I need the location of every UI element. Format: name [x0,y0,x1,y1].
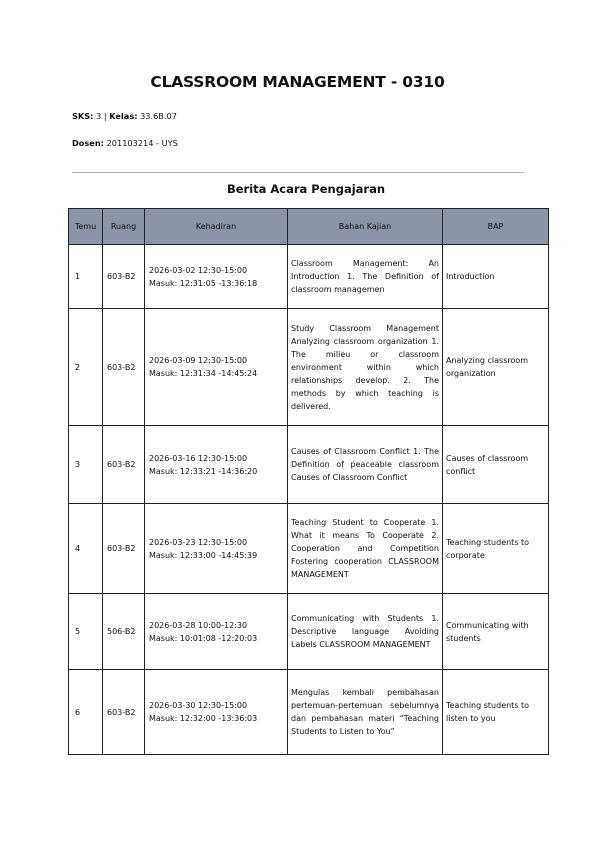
ruang-cell: 603-B2 [103,426,145,504]
kehadiran-cell [145,309,288,426]
bap-cell: Introduction [443,245,549,309]
temu-cell: 6 [69,670,103,755]
kehadiran-cell [145,670,288,755]
ruang-cell: 506-B2 [103,594,145,670]
page-title: CLASSROOM MANAGEMENT - 0310 [150,73,445,91]
attendance-time: Masuk: 12:31:05 -13:36:18 [149,278,258,288]
dosen-value: 201103214 - UYS [106,138,178,148]
column-header-bahan-kajian: Bahan Kajian [288,209,443,245]
session-date-time: 2026-03-30 12:30-15:00 [149,701,248,710]
ruang-cell: 603-B2 [103,504,145,594]
divider [72,172,524,173]
table-row [69,670,549,755]
bahan-kajian-cell: Causes of Classroom Conflict 1. The Definition of peaceable classroom Causes of Classroom Conflict [288,426,443,504]
bahan-kajian-cell: Teaching Student to Cooperate 1. What it means To Cooperate 2. Cooperation and Competition Fostering cooperation CLASSROOM MANAGEMENT [288,504,443,594]
bap-cell: Analyzing classroom organization [443,309,549,426]
temu-cell: 4 [69,504,103,594]
table-header-row [69,209,549,245]
temu-cell: 5 [69,594,103,670]
bahan-kajian-cell: Study Classroom Management Analyzing classroom organization 1. The milieu or classroom environment within which relationships develop. 2. The methods by which teaching is delivered. [288,309,443,426]
table-row [69,504,549,594]
course-credits-class [72,111,177,121]
temu-cell: 1 [69,245,103,309]
sks-value: 3 [96,111,102,121]
table-row [69,594,549,670]
kehadiran-cell [145,504,288,594]
attendance-time: Masuk: 12:33:00 -14:45:39 [149,550,258,560]
kelas-value: 33.6B.07 [140,111,177,121]
table-row [69,245,549,309]
kehadiran-cell [145,426,288,504]
attendance-time: Masuk: 12:33:21 -14:36:20 [149,466,258,476]
ruang-cell: 603-B2 [103,245,145,309]
bahan-kajian-cell: Communicating with Students 1. Descriptive language Avoiding Labels CLASSROOM MANAGEMENT [288,594,443,670]
column-header-ruang: Ruang [103,209,145,245]
attendance-time: Masuk: 10:01:08 -12:20:03 [149,633,258,643]
column-header-temu: Temu [69,209,103,245]
bap-cell: Communicating with students [443,594,549,670]
session-date-time: 2026-03-02 12:30-15:00 [149,265,248,275]
bap-cell: Teaching students to corporate [443,504,549,594]
bap-cell: Causes of classroom conflict [443,426,549,504]
attendance-time: Masuk: 12:31:34 -14:45:24 [149,369,258,378]
bahan-kajian-cell: Mengulas kembali pembahasan pertemuan-pertemuan sebelumnya dan pembahasan materi “Teaching Students to Listen to You” [288,670,443,755]
kelas-label: Kelas: [109,111,138,121]
session-date-time: 2026-03-16 12:30-15:00 [149,453,248,463]
attendance-time: Masuk: 12:32:00 -13:36:03 [149,714,258,723]
dosen-label: Dosen: [72,138,104,148]
kehadiran-cell [145,594,288,670]
meta-separator: | [103,111,107,121]
sks-label: SKS: [72,111,94,121]
course-lecturer [72,138,178,148]
temu-cell: 3 [69,426,103,504]
session-date-time: 2026-03-09 12:30-15:00 [149,356,248,365]
ruang-cell: 603-B2 [103,309,145,426]
column-header-kehadiran: Kehadiran [145,209,288,245]
section-title: Berita Acara Pengajaran [226,182,386,196]
session-date-time: 2026-03-23 12:30-15:00 [149,537,248,547]
session-date-time: 2026-03-28 10:00-12:30 [149,620,248,630]
column-header-bap: BAP [443,209,549,245]
bap-cell: Teaching students to listen to you [443,670,549,755]
kehadiran-cell [145,245,288,309]
ruang-cell: 603-B2 [103,670,145,755]
table-row [69,426,549,504]
temu-cell: 2 [69,309,103,426]
table-row [69,309,549,426]
teaching-report-table [68,208,549,755]
bahan-kajian-cell: Classroom Management: An Introduction 1. The Definition of classroom managemen [288,245,443,309]
